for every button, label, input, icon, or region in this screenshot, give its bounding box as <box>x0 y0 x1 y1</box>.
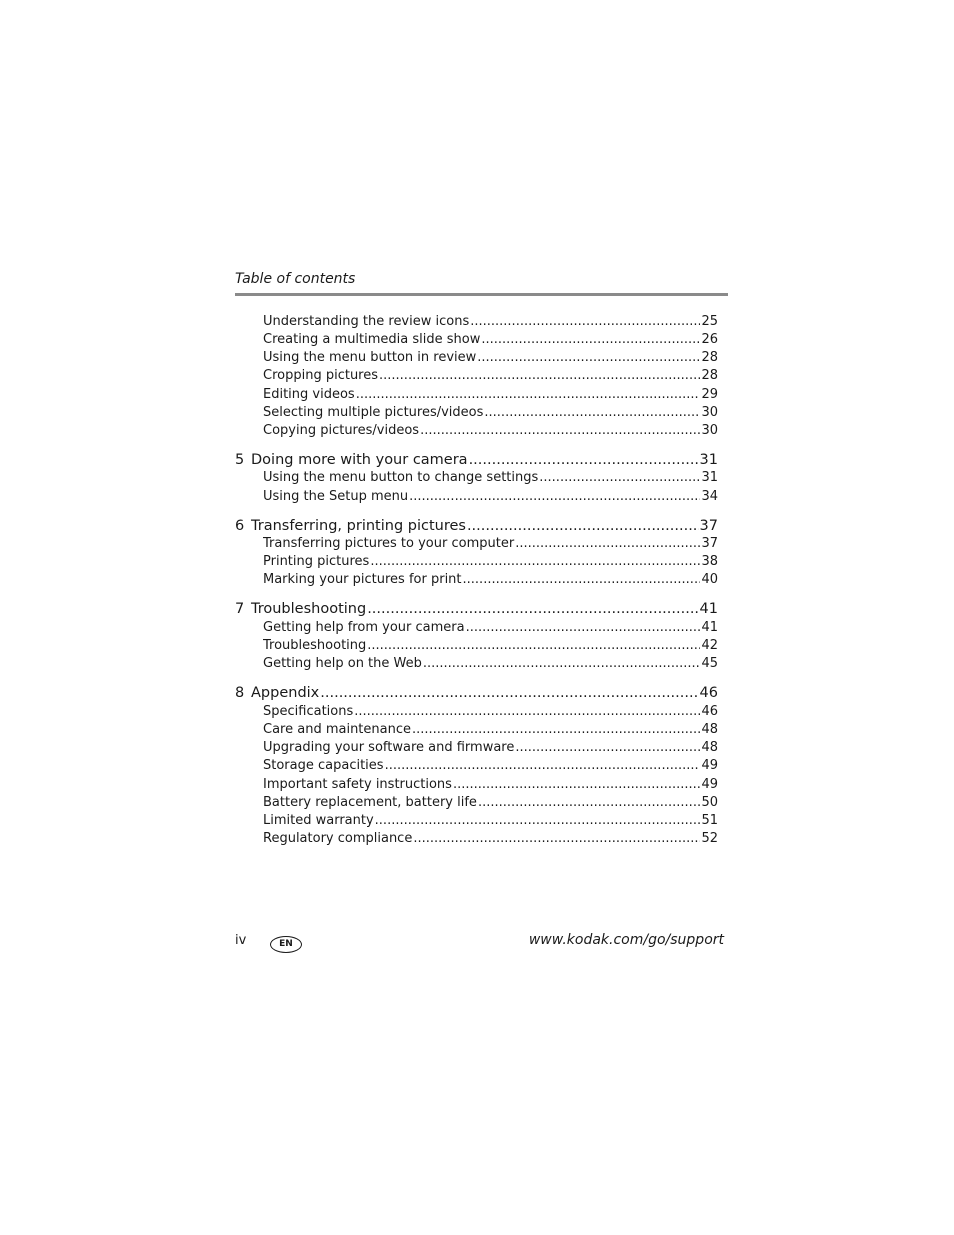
toc-entry[interactable] <box>263 488 718 506</box>
toc-entry[interactable] <box>263 571 718 589</box>
chapter-page: 41 <box>699 601 718 617</box>
dot-leader <box>413 830 700 848</box>
footer-support-link[interactable]: www.kodak.com/go/support <box>528 932 724 948</box>
toc-entry[interactable] <box>263 313 718 331</box>
dot-leader <box>375 812 701 830</box>
dot-leader <box>466 619 701 637</box>
toc-entry-label: Editing videos <box>263 387 355 402</box>
toc-entry-label: Regulatory compliance <box>263 831 413 846</box>
toc-entry-page: 50 <box>701 795 718 810</box>
dot-leader <box>370 553 700 571</box>
chapter-number: 5 <box>235 452 245 468</box>
dot-leader <box>481 331 700 349</box>
dot-leader <box>478 794 701 812</box>
toc-entry[interactable] <box>263 404 718 422</box>
dot-leader <box>409 488 700 506</box>
dot-leader <box>477 349 700 367</box>
toc-entry[interactable] <box>263 535 718 553</box>
toc-chapter-5[interactable] <box>235 450 718 470</box>
toc-entry-label: Battery replacement, battery life <box>263 795 477 810</box>
toc-entry-page: 41 <box>701 620 718 635</box>
chapter-page: 37 <box>699 518 718 534</box>
dot-leader <box>379 367 700 385</box>
chapter-title: Doing more with your camera <box>251 452 468 468</box>
toc-entry-label: Storage capacities <box>263 758 384 773</box>
toc-entry-page: 28 <box>701 350 718 365</box>
toc-entry[interactable] <box>263 386 718 404</box>
toc-entry-label: Troubleshooting <box>263 638 367 653</box>
toc-entry-page: 29 <box>701 387 718 402</box>
toc-entry[interactable] <box>263 637 718 655</box>
dot-leader <box>515 535 700 553</box>
chapter-number: 7 <box>235 601 245 617</box>
toc-entry-label: Marking your pictures for print <box>263 572 462 587</box>
toc-entry-page: 40 <box>701 572 718 587</box>
dot-leader <box>467 516 699 536</box>
toc-entry[interactable] <box>263 367 718 385</box>
toc-entry-label: Getting help from your camera <box>263 620 465 635</box>
toc-entry-label: Printing pictures <box>263 554 370 569</box>
toc-entry-page: 46 <box>701 704 718 719</box>
toc-entry-label: Limited warranty <box>263 813 374 828</box>
toc-entry[interactable] <box>263 703 718 721</box>
toc-entry[interactable] <box>263 422 718 440</box>
toc-entry[interactable] <box>263 830 718 848</box>
toc-entry-label: Important safety instructions <box>263 777 452 792</box>
toc-entry-page: 25 <box>701 314 718 329</box>
toc-entry[interactable] <box>263 469 718 487</box>
chapter-page: 31 <box>699 452 718 468</box>
toc-entry[interactable] <box>263 349 718 367</box>
toc-entry[interactable] <box>263 776 718 794</box>
chapter-number: 8 <box>235 685 245 701</box>
dot-leader <box>354 703 700 721</box>
toc-entry-page: 48 <box>701 740 718 755</box>
toc-entry[interactable] <box>263 739 718 757</box>
toc-entry-page: 31 <box>701 470 718 485</box>
toc-entry-label: Getting help on the Web <box>263 656 422 671</box>
toc-entry-page: 52 <box>701 831 718 846</box>
dot-leader <box>356 386 701 404</box>
toc-entry[interactable] <box>263 794 718 812</box>
toc-chapter-6[interactable] <box>235 516 718 536</box>
toc-entry[interactable] <box>263 812 718 830</box>
toc-entry[interactable] <box>263 619 718 637</box>
toc-chapter-8[interactable] <box>235 683 718 703</box>
toc-entry-label: Selecting multiple pictures/videos <box>263 405 484 420</box>
toc-entry-page: 38 <box>701 554 718 569</box>
footer-page-number: iv <box>235 933 247 948</box>
dot-leader <box>515 739 700 757</box>
dot-leader <box>412 721 700 739</box>
toc-entry[interactable] <box>263 757 718 775</box>
dot-leader <box>463 571 701 589</box>
dot-leader <box>470 313 700 331</box>
toc-entry-page: 51 <box>701 813 718 828</box>
dot-leader <box>484 404 700 422</box>
dot-leader <box>539 469 700 487</box>
toc-entry-label: Using the Setup menu <box>263 489 409 504</box>
dot-leader <box>367 599 698 619</box>
toc-entry-page: 28 <box>701 368 718 383</box>
toc-entry-label: Using the menu button in review <box>263 350 477 365</box>
toc-entry-page: 48 <box>701 722 718 737</box>
toc-entry-page: 26 <box>701 332 718 347</box>
toc-entry-label: Transferring pictures to your computer <box>263 536 515 551</box>
toc-entry-page: 45 <box>701 656 718 671</box>
dot-leader <box>420 422 700 440</box>
language-badge: EN <box>270 936 302 953</box>
toc-entry-label: Cropping pictures <box>263 368 379 383</box>
chapter-title: Transferring, printing pictures <box>251 518 466 534</box>
chapter-page: 46 <box>699 685 718 701</box>
toc-entry-page: 30 <box>701 405 718 420</box>
toc-entry-label: Specifications <box>263 704 354 719</box>
dot-leader <box>453 776 701 794</box>
toc-entry[interactable] <box>263 553 718 571</box>
dot-leader <box>469 450 699 470</box>
toc-entry-label: Care and maintenance <box>263 722 411 737</box>
toc-entry[interactable] <box>263 721 718 739</box>
toc-entry-label: Using the menu button to change settings <box>263 470 539 485</box>
toc-entry-label: Understanding the review icons <box>263 314 470 329</box>
chapter-title: Troubleshooting <box>251 601 367 617</box>
page-header-title: Table of contents <box>235 271 356 287</box>
toc-entry-page: 37 <box>701 536 718 551</box>
toc-entry-page: 34 <box>701 489 718 504</box>
chapter-title: Appendix <box>251 685 320 701</box>
chapter-number: 6 <box>235 518 245 534</box>
toc-entry-label: Upgrading your software and firmware <box>263 740 515 755</box>
toc-entry-page: 30 <box>701 423 718 438</box>
toc-entry-page: 42 <box>701 638 718 653</box>
dot-leader <box>385 757 701 775</box>
toc-chapter-7[interactable] <box>235 599 718 619</box>
toc-entry-label: Copying pictures/videos <box>263 423 420 438</box>
toc-entry-page: 49 <box>701 758 718 773</box>
toc-entry[interactable] <box>263 331 718 349</box>
toc-entry-page: 49 <box>701 777 718 792</box>
toc-entry[interactable] <box>263 655 718 673</box>
dot-leader <box>367 637 700 655</box>
dot-leader <box>423 655 701 673</box>
dot-leader <box>320 683 698 703</box>
toc-entry-label: Creating a multimedia slide show <box>263 332 481 347</box>
